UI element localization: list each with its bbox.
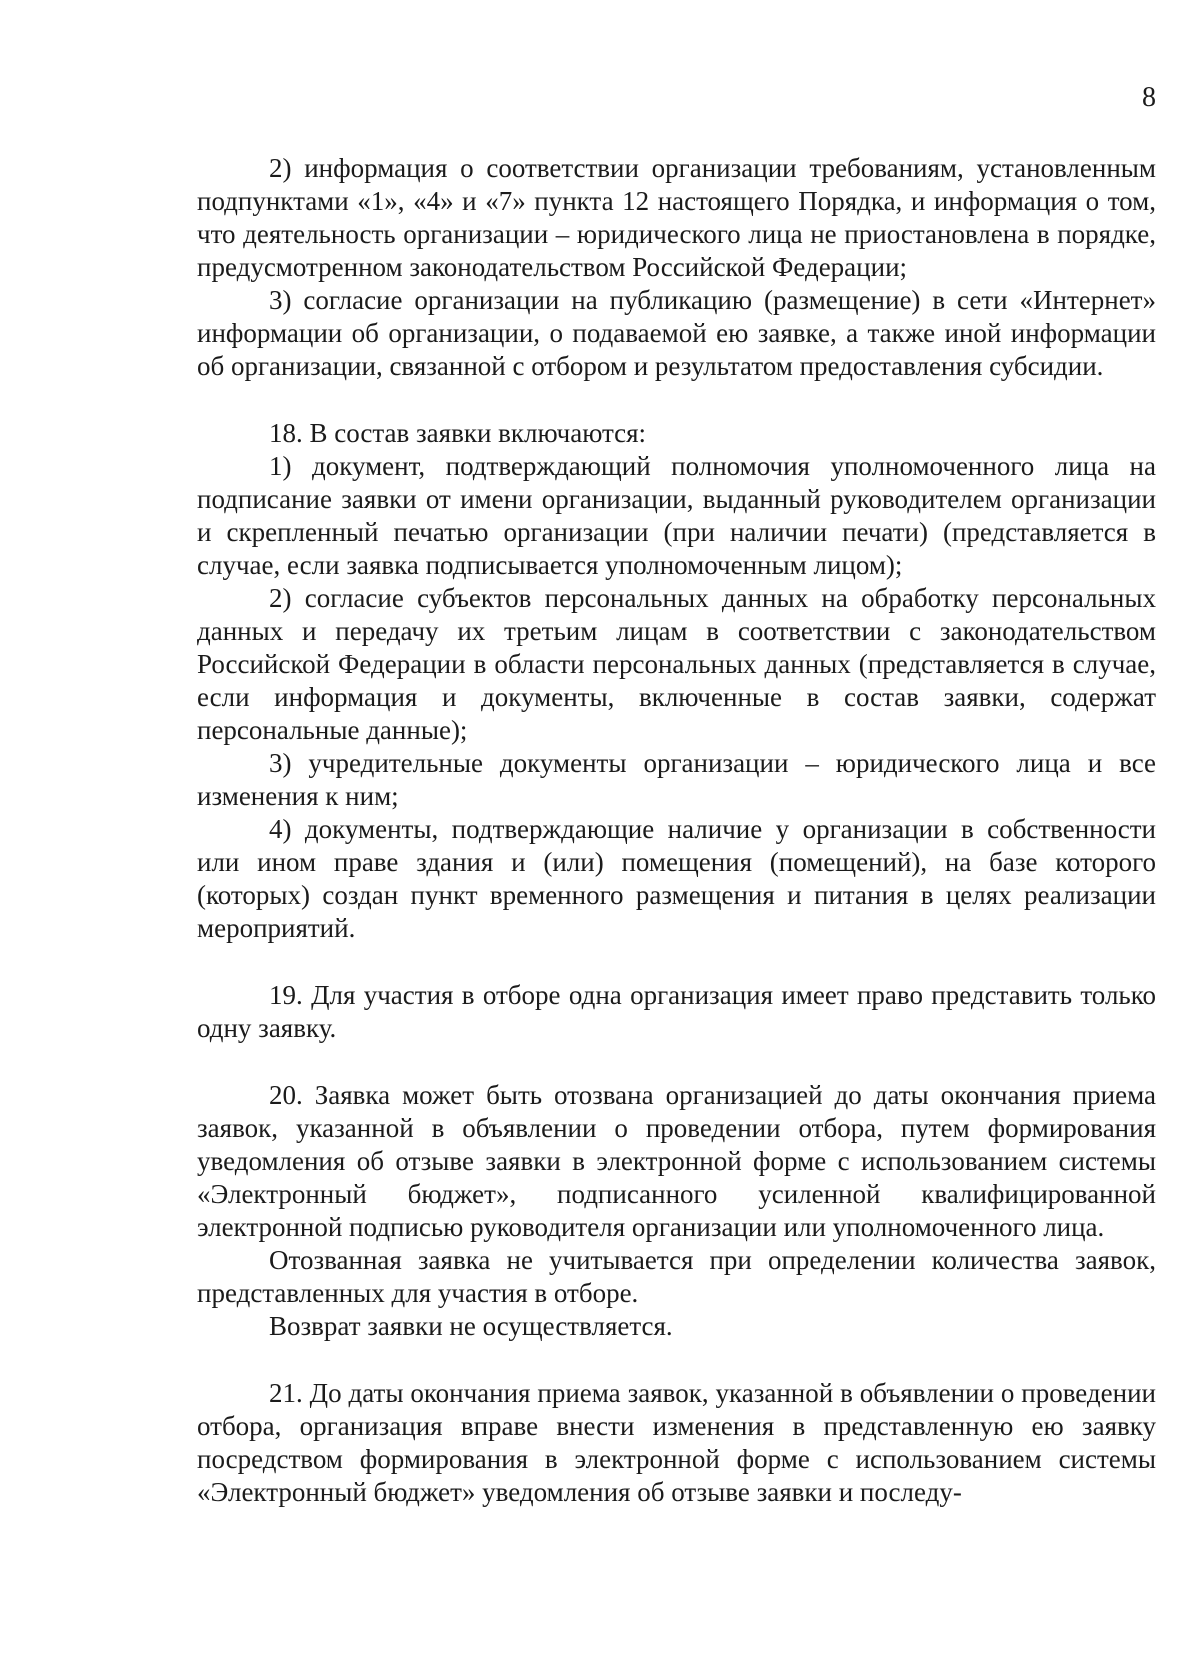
paragraph-publication-consent: 3) согласие организации на публикацию (размещение) в сети «Интернет» информации об организации, о подаваемой ею заявке, а также иной информации об организации, связанной с отбором и результатом предоставления субсидии.: [197, 285, 1156, 381]
paragraph-authority-document: 1) документ, подтверждающий полномочия уполномоченного лица на подписание заявки от имени организации, выданный руководителем организации и скрепленный печатью организации (при наличии печати) (представляется в случае, если заявка подписывается уполномоченным лицом);: [197, 451, 1156, 580]
paragraph-section-20: 20. Заявка может быть отозвана организацией до даты окончания приема заявок, указанной в объявлении о проведении отбора, путем формирования уведомления об отзыве заявки в электронной форме с использованием системы «Электронный бюджет», подписанного усиленной квалифицированной электронной подписью руководителя организации или уполномоченного лица.: [197, 1080, 1156, 1242]
paragraph-section-18-heading: 18. В состав заявки включаются:: [269, 418, 647, 448]
paragraph-section-21: 21. До даты окончания приема заявок, указанной в объявлении о проведении отбора, организация вправе внести изменения в представленную ею заявку посредством формирования в электронной форме с использованием системы «Электронный бюджет» уведомления об отзыве заявки и последу-: [197, 1378, 1156, 1507]
paragraph-requirements-info: 2) информация о соответствии организации требованиям, установленным подпунктами «1», «4» и «7» пункта 12 настоящего Порядка, и информация о том, что деятельность организации – юридического лица не приостановлена в порядке, предусмотренном законодательством Российской Федерации;: [197, 153, 1156, 282]
document-body: [197, 152, 1156, 1509]
paragraph-founding-documents: 3) учредительные документы организации – юридического лица и все изменения к ним;: [197, 748, 1156, 811]
paragraph-property-documents: 4) документы, подтверждающие наличие у организации в собственности или ином праве здания и (или) помещения (помещений), на базе которого (которых) создан пункт временного размещения и питания в целях реализации мероприятий.: [197, 814, 1156, 943]
paragraph-section-19: 19. Для участия в отборе одна организация имеет право представить только одну заявку.: [197, 980, 1156, 1043]
paragraph-personal-data-consent: 2) согласие субъектов персональных данных на обработку персональных данных и передачу их третьим лицам в соответствии с законодательством Российской Федерации в области персональных данных (представляется в случае, если информация и документы, включенные в состав заявки, содержат персональные данные);: [197, 583, 1156, 745]
page-number: 8: [1142, 82, 1156, 113]
paragraph-no-return: Возврат заявки не осуществляется.: [269, 1311, 673, 1341]
paragraph-withdrawn-application: Отозванная заявка не учитывается при определении количества заявок, представленных для участия в отборе.: [197, 1245, 1156, 1308]
